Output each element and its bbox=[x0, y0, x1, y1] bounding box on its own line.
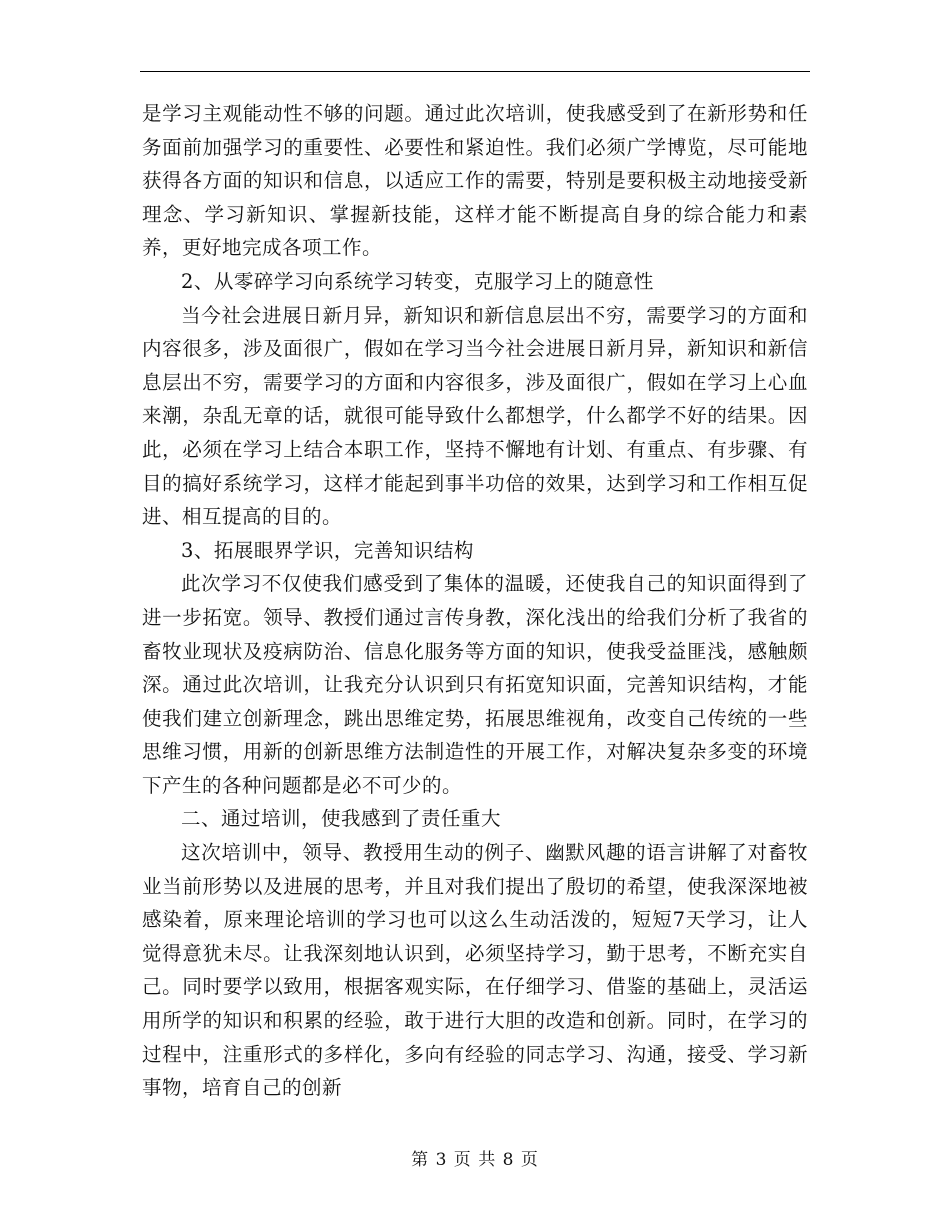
document-body bbox=[142, 97, 808, 1105]
paragraph-knowledge-structure: 此次学习不仅使我们感受到了集体的温暖，还使我自己的知识面得到了进一步拓宽。领导、教授们通过言传身教，深化浅出的给我们分析了我省的畜牧业现状及疫病防治、信息化服务等方面的知识，使我受益匪浅，感触颇深。通过此次培训，让我充分认识到只有拓宽知识面，完善知识结构，才能使我们建立创新理念，跳出思维定势，拓展思维视角，改变自己传统的一些思维习惯，用新的创新思维方法制造性的开展工作，对解决复杂多变的环境下产生的各种问题都是必不可少的。 bbox=[142, 572, 808, 797]
page-footer: 第 3 页 共 8 页 bbox=[411, 1150, 539, 1170]
header-rule bbox=[140, 71, 810, 72]
section-heading-responsibility: 二、通过培训，使我感到了责任重大 bbox=[181, 807, 502, 831]
paragraph-systematic-learning: 当今社会进展日新月异，新知识和新信息层出不穷，需要学习的方面和内容很多，涉及面很广，假如在学习当今社会进展日新月异，新知识和新信息层出不穷，需要学习的方面和内容很多，涉及面很广，假如在学习上心血来潮，杂乱无章的话，就很可能导致什么都想学，什么都学不好的结果。因此，必须在学习上结合本职工作，坚持不懈地有计划、有重点、有步骤、有目的搞好系统学习，这样才能起到事半功倍的效果，达到学习和工作相互促进、相互提高的目的。 bbox=[142, 303, 808, 529]
section-heading-3: 3、拓展眼界学识，完善知识结构 bbox=[181, 538, 474, 562]
paragraph-training-reflection: 这次培训中，领导、教授用生动的例子、幽默风趣的语言讲解了对畜牧业当前形势以及进展的思考，并且对我们提出了殷切的希望，使我深深地被感染着，原来理论培训的学习也可以这么生动活泼的，短短7天学习，让人觉得意犹未尽。让我深刻地认识到，必须坚持学习，勤于思考，不断充实自己。同时要学以致用，根据客观实际，在仔细学习、借鉴的基础上，灵活运用所学的知识和积累的经验，敢于进行大胆的改造和创新。同时，在学习的过程中，注重形式的多样化，多向有经验的同志学习、沟通，接受、学习新事物，培育自己的创新 bbox=[142, 841, 808, 1100]
section-heading-2: 2、从零碎学习向系统学习转变，克服学习上的随意性 bbox=[181, 269, 654, 293]
paragraph-continuation: 是学习主观能动性不够的问题。通过此次培训，使我感受到了在新形势和任务面前加强学习的重要性、必要性和紧迫性。我们必须广学博览，尽可能地获得各方面的知识和信息，以适应工作的需要，特别是要积极主动地接受新理念、学习新知识、掌握新技能，这样才能不断提高自身的综合能力和素养，更好地完成各项工作。 bbox=[142, 102, 808, 260]
